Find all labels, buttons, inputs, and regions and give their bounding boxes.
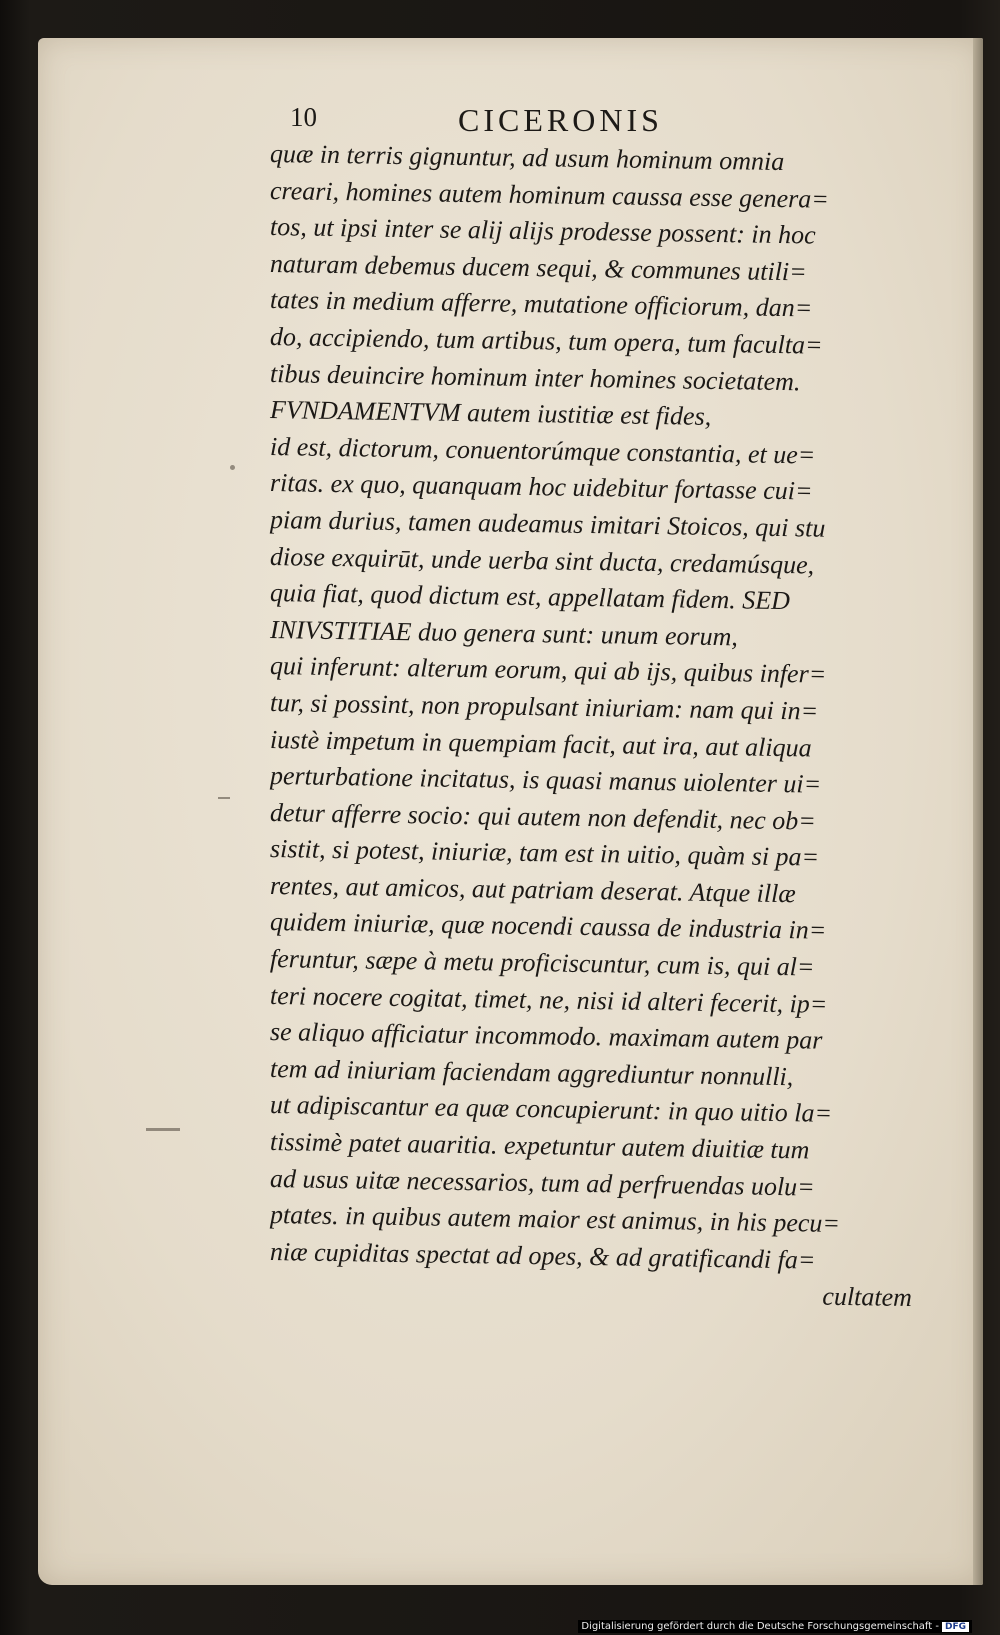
text-line: FVNDAMENTVM autem iustitiæ est fides, [269, 395, 712, 432]
page-number: 10 [290, 102, 317, 132]
text-line: rentes, aut amicos, aut patriam deserat. Atque illæ [269, 870, 796, 909]
text-line: tos, ut ipsi inter se alij alijs prodesse possent: in hoc [269, 212, 816, 250]
text-line: tem ad iniuriam faciendam aggrediuntur nonnulli, [269, 1053, 794, 1092]
text-line: tibus deuincire hominum inter homines societatem. [269, 358, 801, 396]
text-line: naturam debemus ducem sequi, & communes utili= [269, 248, 807, 287]
text-line: sistit, si potest, iniuriæ, tam est in uitio, quàm si pa= [269, 834, 820, 872]
text-line: qui inferunt: alterum eorum, qui ab ijs, quibus infer= [269, 651, 827, 690]
book-page [38, 38, 983, 1585]
dfg-logo: DFG [942, 1622, 969, 1632]
text-line: ptates. in quibus autem maior est animus, in his pecu= [269, 1200, 841, 1239]
margin-ink-dot [230, 465, 235, 470]
body-text [269, 136, 920, 1313]
text-line: piam durius, tamen audeamus imitari Stoicos, qui stu [269, 504, 826, 543]
text-line: quia fiat, quod dictum est, appellatam fidem. SED [269, 578, 791, 616]
text-line: iustè impetum in quempiam facit, aut ira, aut aliqua [269, 724, 812, 763]
text-line: perturbatione incitatus, is quasi manus uiolenter ui= [269, 761, 822, 799]
text-line: id est, dictorum, conuentorúmque constantia, et ue= [269, 431, 816, 470]
text-line: se aliquo afficiatur incommodo. maximam autem par [269, 1017, 823, 1055]
text-line: ritas. ex quo, quanquam hoc uidebitur fortasse cui= [269, 468, 813, 506]
text-line: INIVSTITIAE duo genera sunt: unum eorum, [269, 614, 739, 652]
text-line: ad usus uitæ necessarios, tum ad perfruendas uolu= [269, 1163, 815, 1202]
text-line: teri nocere cogitat, timet, ne, nisi id alteri fecerit, ip= [269, 980, 828, 1019]
text-line: diose exquirūt, unde uerba sint ducta, credamúsque, [269, 541, 815, 580]
text-line: creari, homines autem hominum caussa esse genera= [269, 175, 830, 214]
catchword: cultatem [822, 1282, 913, 1313]
text-line: quæ in terris gignuntur, ad usum hominum omnia [269, 139, 785, 177]
page-edge [973, 38, 983, 1585]
text-line: ut adipiscantur ea quæ concupierunt: in quo uitio la= [269, 1090, 833, 1129]
credit-text: Digitalisierung gefördert durch die Deutsche Forschungsgemeinschaft - [581, 1621, 939, 1632]
margin-ink-tick [218, 797, 230, 799]
text-line: tur, si possint, non propulsant iniuriam: nam qui in= [269, 687, 819, 726]
digitization-credit [578, 1620, 972, 1633]
text-line: tissimè patet auaritia. expetuntur autem diuitiæ tum [269, 1127, 810, 1165]
text-line: niæ cupiditas spectat ad opes, & ad gratificandi fa= [269, 1236, 816, 1275]
text-line: feruntur, sæpe à metu proficiscuntur, cum is, qui al= [269, 944, 815, 982]
margin-ink-stroke [146, 1128, 180, 1131]
text-line: do, accipiendo, tum artibus, tum opera, tum faculta= [269, 321, 823, 360]
text-line: tates in medium afferre, mutatione officiorum, dan= [269, 285, 813, 323]
running-title: CICERONIS [458, 102, 663, 138]
text-line: quidem iniuriæ, quæ nocendi caussa de industria in= [269, 907, 827, 946]
text-line: detur afferre socio: qui autem non defendit, nec ob= [269, 797, 817, 836]
